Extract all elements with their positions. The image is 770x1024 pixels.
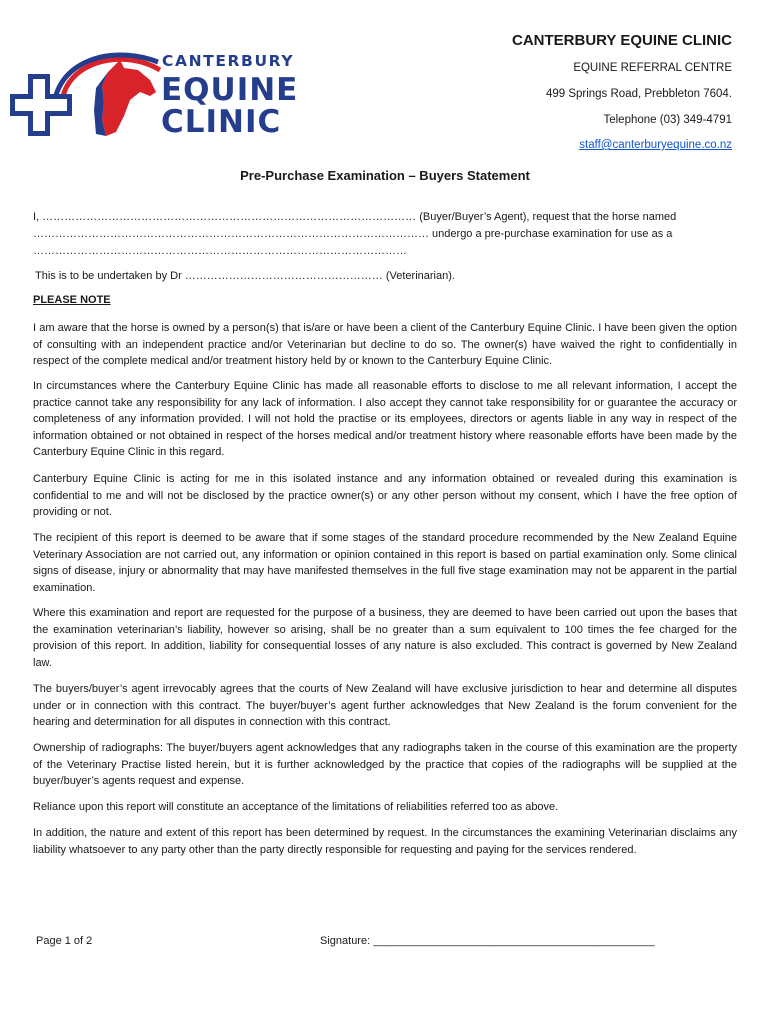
page-number: Page 1 of 2 xyxy=(36,935,93,947)
page-title: Pre-Purchase Examination – Buyers Statement xyxy=(240,168,530,183)
clinic-telephone: Telephone (03) 349-4791 xyxy=(603,114,732,126)
paragraph-radiographs: Ownership of radiographs: The buyer/buyers agent acknowledges that any radiographs taken in the course of this examination are the property of the Veterinary Practise listed herein, but it is further acknowledged by the practice that copies of the radiographs will be supplied at the buyer/buyer’s agents request and expense. xyxy=(33,742,737,787)
paragraph-partial-examination: The recipient of this report is deemed to be aware that if some stages of the standard procedure recommended by the New Zealand Equine Veterinary Association are not carried out, any information or opinion contained in this report is based on partial examination only. Some clinical signs of disease, injury or abnormality that may have manifested themselves in the full five stage examination may not be apparent in the partial examination. xyxy=(33,532,737,594)
logo-line-clinic: CLINIC xyxy=(161,104,282,140)
clinic-email-link[interactable]: staff@canterburyequine.co.nz xyxy=(579,139,732,151)
paragraph-reasonable-efforts: In circumstances where the Canterbury Equine Clinic has made all reasonable efforts to disclose to me all relevant information, I accept the practice cannot take any responsibility for any lack of information. I also accept they cannot take responsibility for or guarantee the accuracy or completeness of any information provided. I will not hold the practise or its employees, directors or agents liable in any way in respect of the information obtained or not obtained in respect of the horses medical and/or treatment history where reasonable efforts have been made by the Canterbury Equine Clinic in this regard. xyxy=(33,380,737,458)
clinic-address: 499 Springs Road, Prebbleton 7604. xyxy=(545,88,732,100)
paragraph-liability-limit: Where this examination and report are requested for the purpose of a business, they are deemed to have been carried out upon the bases that the examination veterinarian’s liability, however so arising, shall be no greater than a sum equivalent to 100 times the fee charged for the provision of this report. In addition, liability for consequential losses of any nature is also excluded. This contract is governed by New Zealand law. xyxy=(33,607,737,669)
paragraph-confidentiality: Canterbury Equine Clinic is acting for me in this isolated instance and any information obtained or revealed during this examination is confidential to me and will not be disclosed by the practice owner(s) or any other person without my consent, which I have the free option of providing or not. xyxy=(33,473,737,518)
buyer-name-line[interactable]: I, ………………………………………………………………………………………… (Buyer/Buyer’s Agent), request that the horse named xyxy=(33,211,677,223)
signature-line[interactable]: Signature: ______________________________________________ xyxy=(320,935,655,947)
horse-head-icon xyxy=(102,60,156,136)
please-note-heading: PLEASE NOTE xyxy=(33,294,111,306)
paragraph-ownership-disclosure: I am aware that the horse is owned by a person(s) that is/are or have been a client of the Canterbury Equine Clinic. I have been given the option of consulting with an independent practice and/or Veterinarian but decline to do so. The owner(s) have waived the right to confidentially in respect of the complete medical and/or treatment history held by or known to the Canterbury Equine Clinic. xyxy=(33,322,737,367)
paragraph-jurisdiction: The buyers/buyer’s agent irrevocably agrees that the courts of New Zealand will have exclusive jurisdiction to hear and determine all disputes under or in connection with this contract. The buyer/buyer’s agent further acknowledges that New Zealand is the forum convenient for the hearing and determination for all disputes in connection with this contract. xyxy=(33,683,737,728)
paragraph-reliance: Reliance upon this report will constitute an acceptance of the limitations of reliabilities referred too as above. xyxy=(33,801,559,813)
veterinarian-line[interactable]: This is to be undertaken by Dr ……………………………………………… (Veterinarian). xyxy=(35,270,455,282)
horse-name-line[interactable]: ……………………………………………………………………………………………… undergo a pre-purchase examination for use as a xyxy=(33,228,673,240)
logo-line-canterbury: CANTERBURY xyxy=(162,52,295,70)
clinic-name: CANTERBURY EQUINE CLINIC xyxy=(511,32,732,49)
logo-line-equine: EQUINE xyxy=(161,72,299,108)
paragraph-disclaimer: In addition, the nature and extent of this report has been determined by request. In the circumstances the examining Veterinarian disclaims any liability whatsoever to any party other than the party directly responsible for requesting and paying for the services rendered. xyxy=(33,827,737,856)
use-line[interactable]: ………………………………………………………………………………………… xyxy=(33,245,407,257)
clinic-subtitle: EQUINE REFERRAL CENTRE xyxy=(573,62,732,74)
